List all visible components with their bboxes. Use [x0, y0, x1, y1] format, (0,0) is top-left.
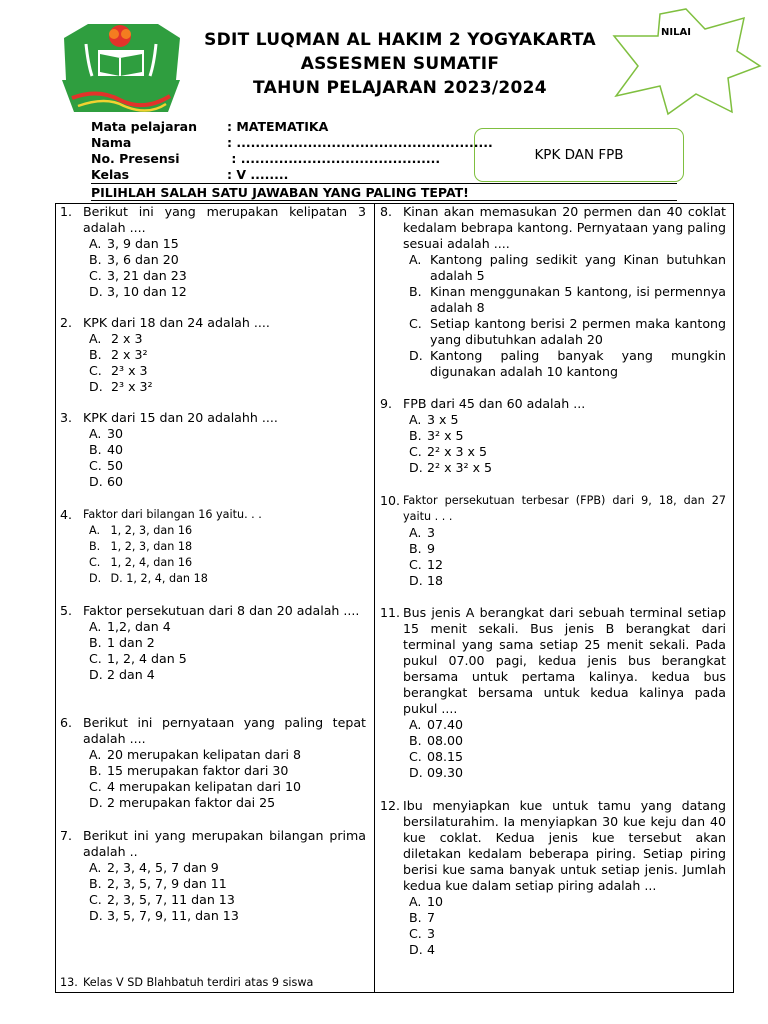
option-a[interactable]: A. 3	[409, 525, 436, 540]
score-label: NILAI	[661, 27, 691, 38]
option-c[interactable]: C. 2² x 3 x 5	[409, 444, 488, 459]
score-star-icon	[610, 6, 762, 116]
option-a[interactable]: A. 30	[89, 426, 124, 441]
option-c[interactable]: C. 3	[409, 926, 436, 941]
question-4: 4. Faktor dari bilangan 16 yaitu. . . A. 1, 2, 3, dan 16 B. 1, 2, 3, dan 18 C. 1, 2, 4, dan 16 D. D. 1, 2, 4, dan 18	[60, 507, 366, 587]
option-d[interactable]: D. 2 dan 4	[89, 667, 155, 682]
option-d[interactable]: D. 18	[409, 573, 444, 588]
info-class[interactable]: Kelas : V ........	[91, 167, 289, 182]
topic-box: KPK DAN FPB	[474, 128, 684, 182]
option-b[interactable]: B. 1 dan 2	[89, 635, 155, 650]
question-11: 11. Bus jenis A berangkat dari sebuah terminal setiap 15 menit sekali. Bus jenis B berangkat dari terminal yang sama setiap 25 menit sekali. Pada pukul 07.00 pagi, kedua jenis bus berangkat bersama untuk pertama kalinya. kedua bus berangkat bersama untuk kedua kalinya pada pukul .... A. 07.40 B. 08.00 C. 08.15 D. 09.30	[380, 605, 726, 780]
option-c[interactable]: C. 08.15	[409, 749, 464, 764]
question-7: 7. Berikut ini yang merupakan bilangan prima adalah .. A. 2, 3, 4, 5, 7 dan 9 B. 2, 3, 5, 7, 9 dan 11 C. 2, 3, 5, 7, 11 dan 13 D. 3, 5, 7, 9, 11, dan 13	[60, 828, 366, 923]
info-subject: Mata pelajaran : MATEMATIKA	[91, 119, 329, 134]
option-c[interactable]: C. 4 merupakan kelipatan dari 10	[89, 779, 302, 794]
option-a[interactable]: A. 1,2, dan 4	[89, 619, 171, 634]
info-name[interactable]: Nama : ......................................................	[91, 135, 493, 150]
option-b[interactable]: B. 3² x 5	[409, 428, 464, 443]
option-a[interactable]: A. 2 x 3	[89, 331, 143, 346]
option-b[interactable]: B. 40	[89, 442, 124, 457]
option-d[interactable]: D. 09.30	[409, 765, 464, 780]
option-a[interactable]: A. Kantong paling sedikit yang Kinan butuhkan adalah 5	[409, 252, 726, 283]
option-b[interactable]: B. 3, 6 dan 20	[89, 252, 179, 267]
question-9: 9. FPB dari 45 dan 60 adalah ... A. 3 x 5 B. 3² x 5 C. 2² x 3 x 5 D. 2² x 3² x 5	[380, 396, 726, 476]
option-a[interactable]: A. 1, 2, 3, dan 16	[89, 524, 193, 537]
option-d[interactable]: D. D. 1, 2, 4, dan 18	[89, 572, 208, 585]
question-5: 5. Faktor persekutuan dari 8 dan 20 adalah .... A. 1,2, dan 4 B. 1 dan 2 C. 1, 2, 4 dan 5 D. 2 dan 4	[60, 603, 366, 683]
option-c[interactable]: C. 1, 2, 4, dan 16	[89, 556, 193, 569]
option-d[interactable]: D. 2² x 3² x 5	[409, 460, 493, 475]
option-c[interactable]: C. 3, 21 dan 23	[89, 268, 187, 283]
question-2: 2. KPK dari 18 dan 24 adalah .... A. 2 x 3 B. 2 x 3² C. 2³ x 3 D. 2³ x 3²	[60, 315, 366, 395]
option-a[interactable]: A. 07.40	[409, 717, 464, 732]
question-3: 3. KPK dari 15 dan 20 adalahh .... A. 30 B. 40 C. 50 D. 60	[60, 410, 366, 490]
info-attendance-number[interactable]: No. Presensi : ..........................................	[91, 151, 441, 166]
option-a[interactable]: A. 3, 9 dan 15	[89, 236, 179, 251]
option-c[interactable]: C. 2³ x 3	[89, 363, 148, 378]
option-c[interactable]: C. 50	[89, 458, 124, 473]
divider	[91, 200, 677, 201]
question-8: 8. Kinan akan memasukan 20 permen dan 40 coklat kedalam bebrapa kantong. Pernyataan yang paling sesuai adalah .... A. Kantong paling sedikit yang Kinan butuhkan adalah 5 B. Kinan menggunakan 5 kantong, isi permennya adalah 8 C. Setiap kantong berisi 2 permen maka kantong yang dibutuhkan adalah 20 D. Kantong paling banyak yang mungkin digunakan adalah 10 kantong	[380, 204, 726, 379]
question-12: 12. Ibu menyiapkan kue untuk tamu yang datang bersilaturahim. Ia menyiapkan 30 kue keju dan 40 kue coklat. Kedua jenis kue tersebut akan diletakan kedalam beberapa piring. Setiap piring berisi kue sama banyak untuk setiap jenis. Jumlah kedua kue dalam setiap piring adalah ... A. 10 B. 7 C. 3 D. 4	[380, 798, 726, 957]
option-c[interactable]: C. Setiap kantong berisi 2 permen maka kantong yang dibutuhkan adalah 20	[409, 316, 726, 347]
question-6: 6. Berikut ini pernyataan yang paling tepat adalah .... A. 20 merupakan kelipatan dari 8 B. 15 merupakan faktor dari 30 C. 4 merupakan kelipatan dari 10 D. 2 merupakan faktor dai 25	[60, 715, 366, 810]
option-b[interactable]: B. 7	[409, 910, 436, 925]
exam-title: ASSESMEN SUMATIF	[300, 54, 500, 74]
option-b[interactable]: B. 15 merupakan faktor dari 30	[89, 763, 289, 778]
question-10: 10. Faktor persekutuan terbesar (FPB) dari 9, 18, dan 27 yaitu . . . A. 3 B. 9 C. 12 D. 18	[380, 493, 726, 588]
option-c[interactable]: C. 12	[409, 557, 444, 572]
option-a[interactable]: A. 3 x 5	[409, 412, 459, 427]
question-13: 13. Kelas V SD Blahbatuh terdiri atas 9 siswa	[60, 976, 314, 989]
option-d[interactable]: D. 2³ x 3²	[89, 379, 153, 394]
option-b[interactable]: B. 2 x 3²	[89, 347, 148, 362]
option-a[interactable]: A. 10	[409, 894, 444, 909]
divider	[91, 183, 677, 184]
option-b[interactable]: B. 2, 3, 5, 7, 9 dan 11	[89, 876, 227, 891]
option-b[interactable]: B. 08.00	[409, 733, 464, 748]
column-divider	[374, 203, 375, 993]
question-1: 1. Berikut ini yang merupakan kelipatan 3 adalah .... A. 3, 9 dan 15 B. 3, 6 dan 20 C. 3, 21 dan 23 D. 3, 10 dan 12	[60, 204, 366, 299]
option-b[interactable]: B. 1, 2, 3, dan 18	[89, 540, 193, 553]
option-d[interactable]: D. 4	[409, 942, 436, 957]
option-b[interactable]: B. 9	[409, 541, 436, 556]
option-c[interactable]: C. 1, 2, 4 dan 5	[89, 651, 187, 666]
option-d[interactable]: D. 60	[89, 474, 124, 489]
option-d[interactable]: D. 2 merupakan faktor dai 25	[89, 795, 276, 810]
option-d[interactable]: D. 3, 10 dan 12	[89, 284, 187, 299]
school-name: SDIT LUQMAN AL HAKIM 2 YOGYAKARTA	[204, 30, 596, 50]
option-a[interactable]: A. 20 merupakan kelipatan dari 8	[89, 747, 302, 762]
option-a[interactable]: A. 2, 3, 4, 5, 7 dan 9	[89, 860, 219, 875]
option-c[interactable]: C. 2, 3, 5, 7, 11 dan 13	[89, 892, 235, 907]
option-b[interactable]: B. Kinan menggunakan 5 kantong, isi permennya adalah 8	[409, 284, 726, 315]
option-d[interactable]: D. 3, 5, 7, 9, 11, dan 13	[89, 908, 239, 923]
option-d[interactable]: D. Kantong paling banyak yang mungkin digunakan adalah 10 kantong	[409, 348, 726, 379]
academic-year: TAHUN PELAJARAN 2023/2024	[253, 78, 547, 98]
instruction: PILIHLAH SALAH SATU JAWABAN YANG PALING TEPAT!	[91, 185, 469, 200]
